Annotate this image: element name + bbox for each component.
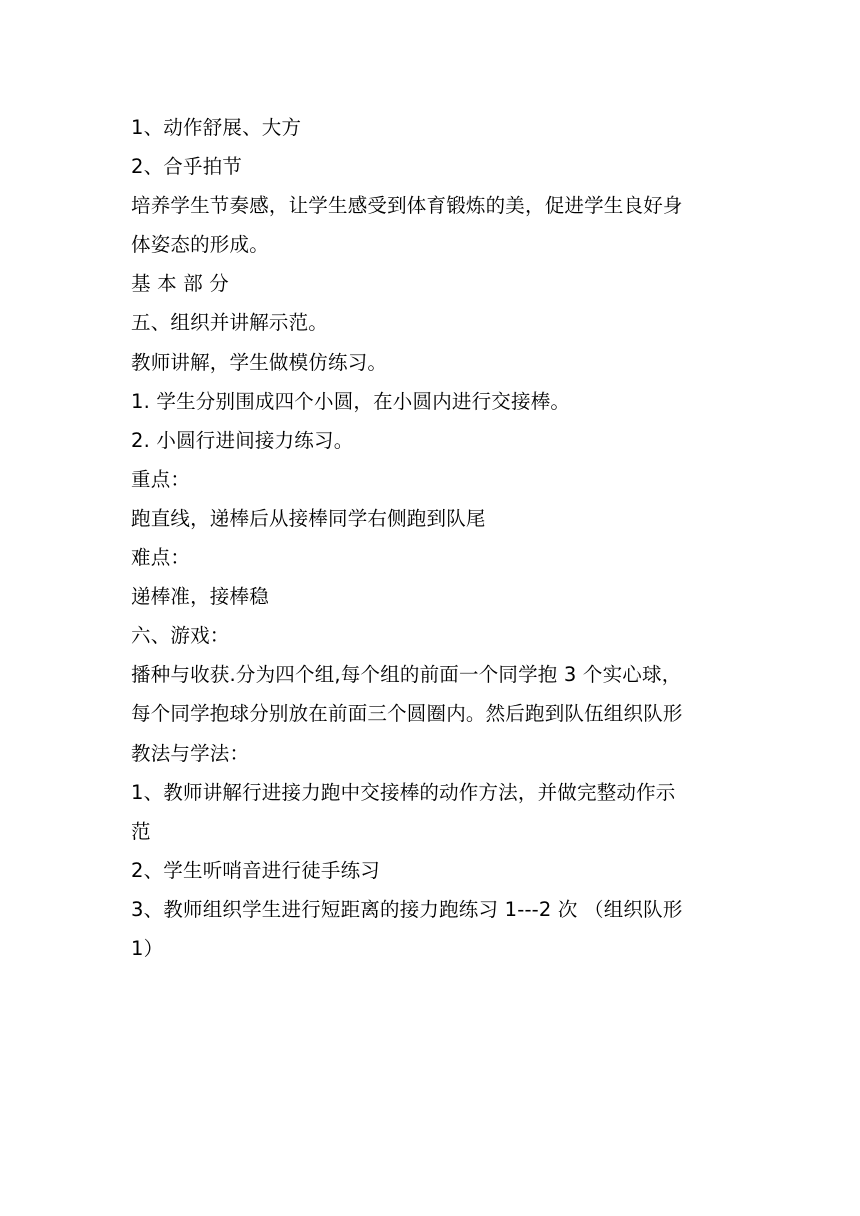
text-line: 2. 小圆行进间接力练习。 [131, 428, 354, 452]
text-line: 递棒准，接棒稳 [131, 585, 269, 609]
text-line: 五、组织并讲解示范。 [131, 311, 329, 335]
text-line: 难点： [131, 546, 191, 570]
text-line: 2、学生听哨音进行徒手练习 [131, 858, 381, 882]
text-line: 重点： [131, 467, 191, 491]
text-line: 3、教师组织学生进行短距离的接力跑练习 1---2 次 （组织队形 [131, 897, 683, 921]
text-line: 范 [131, 819, 151, 843]
text-line: 体姿态的形成。 [131, 233, 269, 257]
text-line: 六、游戏： [131, 624, 230, 648]
text-line: 跑直线，递棒后从接棒同学右侧跑到队尾 [131, 506, 486, 530]
text-line: 教法与学法： [131, 741, 250, 765]
text-line: 1. 学生分别围成四个小圆，在小圆内进行交接棒。 [131, 389, 571, 413]
text-line: 教师讲解，学生做模仿练习。 [131, 350, 388, 374]
text-line: 1、教师讲解行进接力跑中交接棒的动作方法，并做完整动作示 [131, 780, 676, 804]
text-line: 2、合乎拍节 [131, 155, 243, 179]
section-heading: 基 本 部 分 [131, 272, 229, 296]
text-line: 1、动作舒展、大方 [131, 116, 302, 139]
document-body [131, 108, 731, 968]
text-line: 播种与收获.分为四个组,每个组的前面一个同学抱 3 个实心球， [131, 663, 682, 687]
text-line: 每个同学抱球分别放在前面三个圆圈内。然后跑到队伍组织队形 [131, 702, 683, 726]
text-line: 培养学生节奏感，让学生感受到体育锻炼的美，促进学生良好身 [131, 194, 683, 218]
text-line: 1） [131, 936, 164, 960]
